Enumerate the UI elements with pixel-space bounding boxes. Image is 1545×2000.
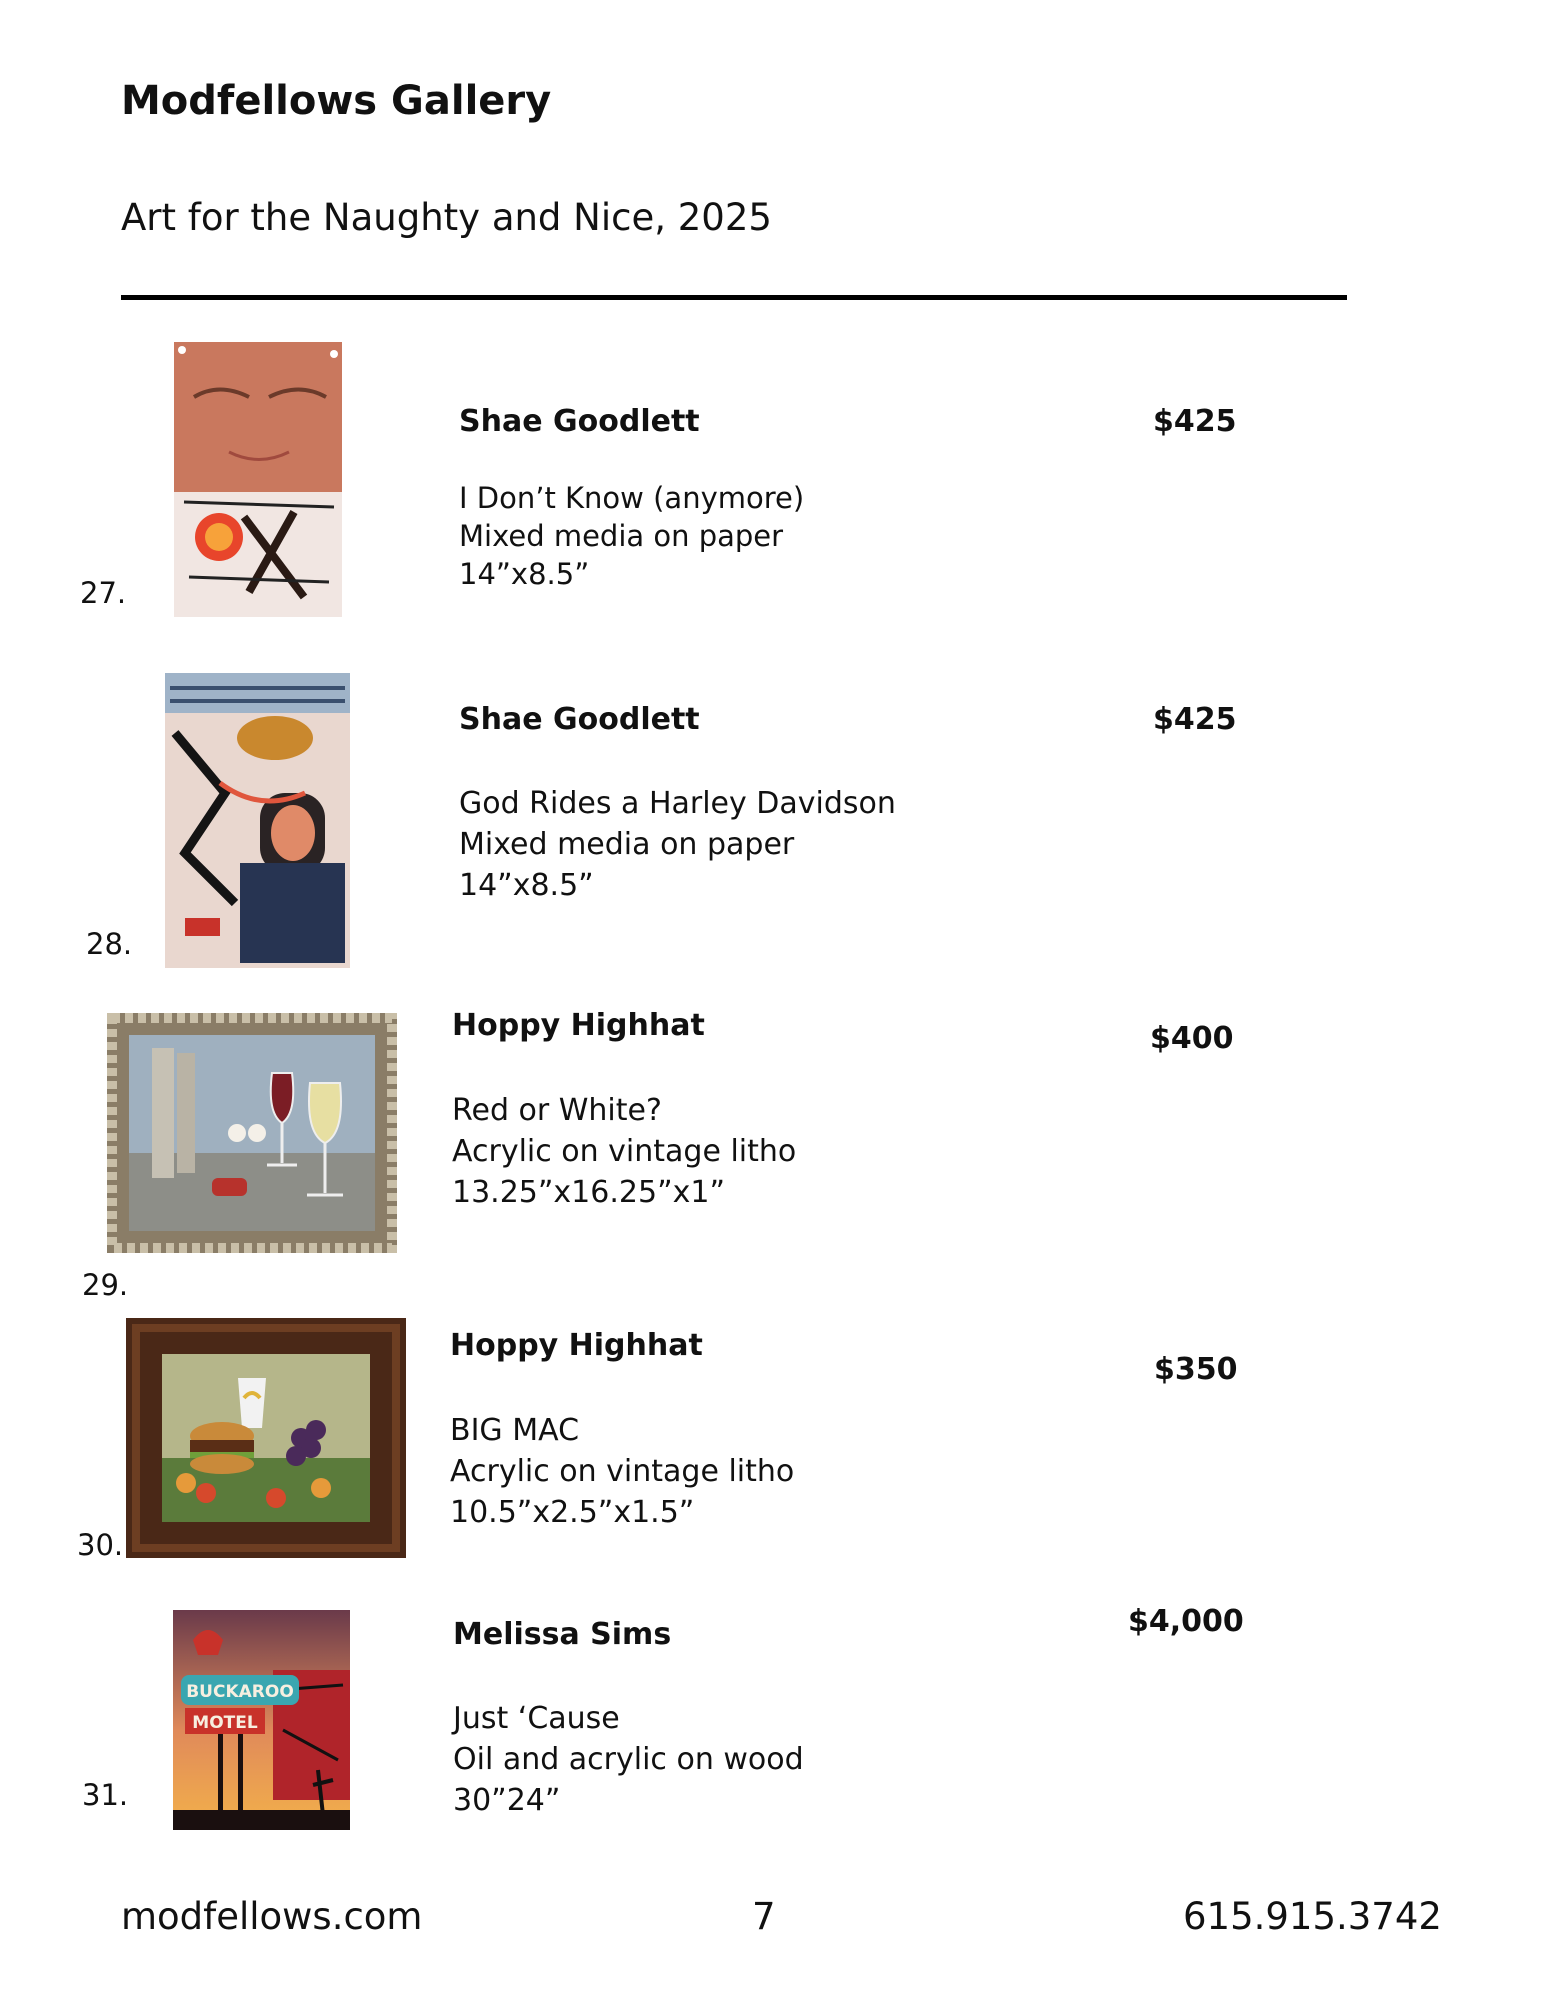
artist-name: Hoppy Highhat	[452, 1008, 705, 1043]
artwork-size: 14”x8.5”	[459, 868, 594, 903]
artwork-size: 14”x8.5”	[459, 557, 590, 591]
item-number: 29.	[82, 1268, 129, 1302]
sign-text-motel: MOTEL	[192, 1713, 258, 1733]
artwork-image-30	[126, 1318, 406, 1558]
artwork-image-29	[107, 1013, 397, 1253]
artist-name: Melissa Sims	[453, 1617, 672, 1652]
page-number: 7	[752, 1895, 776, 1938]
catalog-subtitle: Art for the Naughty and Nice, 2025	[121, 196, 772, 239]
artist-name: Shae Goodlett	[459, 404, 700, 439]
artwork-details	[459, 783, 896, 906]
artwork-size: 10.5”x2.5”x1.5”	[450, 1495, 695, 1530]
artwork-image-28	[165, 673, 350, 968]
artwork-details	[452, 1090, 796, 1213]
artwork-price: $425	[1153, 404, 1237, 439]
artwork-medium: Mixed media on paper	[459, 519, 784, 553]
item-number: 30.	[77, 1528, 124, 1562]
artist-name: Shae Goodlett	[459, 702, 700, 737]
item-number: 27.	[80, 576, 127, 610]
artwork-price: $400	[1150, 1021, 1234, 1056]
artwork-price: $4,000	[1128, 1604, 1244, 1639]
artwork-details	[453, 1698, 804, 1821]
item-number: 28.	[86, 927, 133, 961]
artwork-title: God Rides a Harley Davidson	[459, 786, 896, 821]
artwork-title: Red or White?	[452, 1093, 662, 1128]
header-divider	[121, 295, 1347, 300]
artwork-size: 13.25”x16.25”x1”	[452, 1175, 725, 1210]
artwork-details	[450, 1410, 794, 1533]
footer-website: modfellows.com	[121, 1895, 423, 1938]
footer-phone: 615.915.3742	[1183, 1895, 1442, 1938]
artwork-image-27	[174, 342, 342, 617]
artwork-image-31	[173, 1610, 350, 1830]
sign-text-buckaroo: BUCKAROO	[186, 1682, 294, 1702]
artwork-price: $425	[1153, 702, 1237, 737]
artwork-title: BIG MAC	[450, 1413, 580, 1448]
gallery-title: Modfellows Gallery	[121, 78, 552, 124]
artwork-medium: Acrylic on vintage litho	[452, 1134, 797, 1169]
artwork-title: I Don’t Know (anymore)	[459, 481, 805, 515]
artist-name: Hoppy Highhat	[450, 1328, 703, 1363]
artwork-medium: Mixed media on paper	[459, 827, 795, 862]
artwork-medium: Acrylic on vintage litho	[450, 1454, 795, 1489]
artwork-title: Just ‘Cause	[453, 1701, 620, 1736]
item-number: 31.	[82, 1778, 129, 1812]
artwork-size: 30”24”	[453, 1783, 561, 1818]
artwork-price: $350	[1154, 1352, 1238, 1387]
artwork-details	[459, 479, 804, 593]
artwork-medium: Oil and acrylic on wood	[453, 1742, 804, 1777]
